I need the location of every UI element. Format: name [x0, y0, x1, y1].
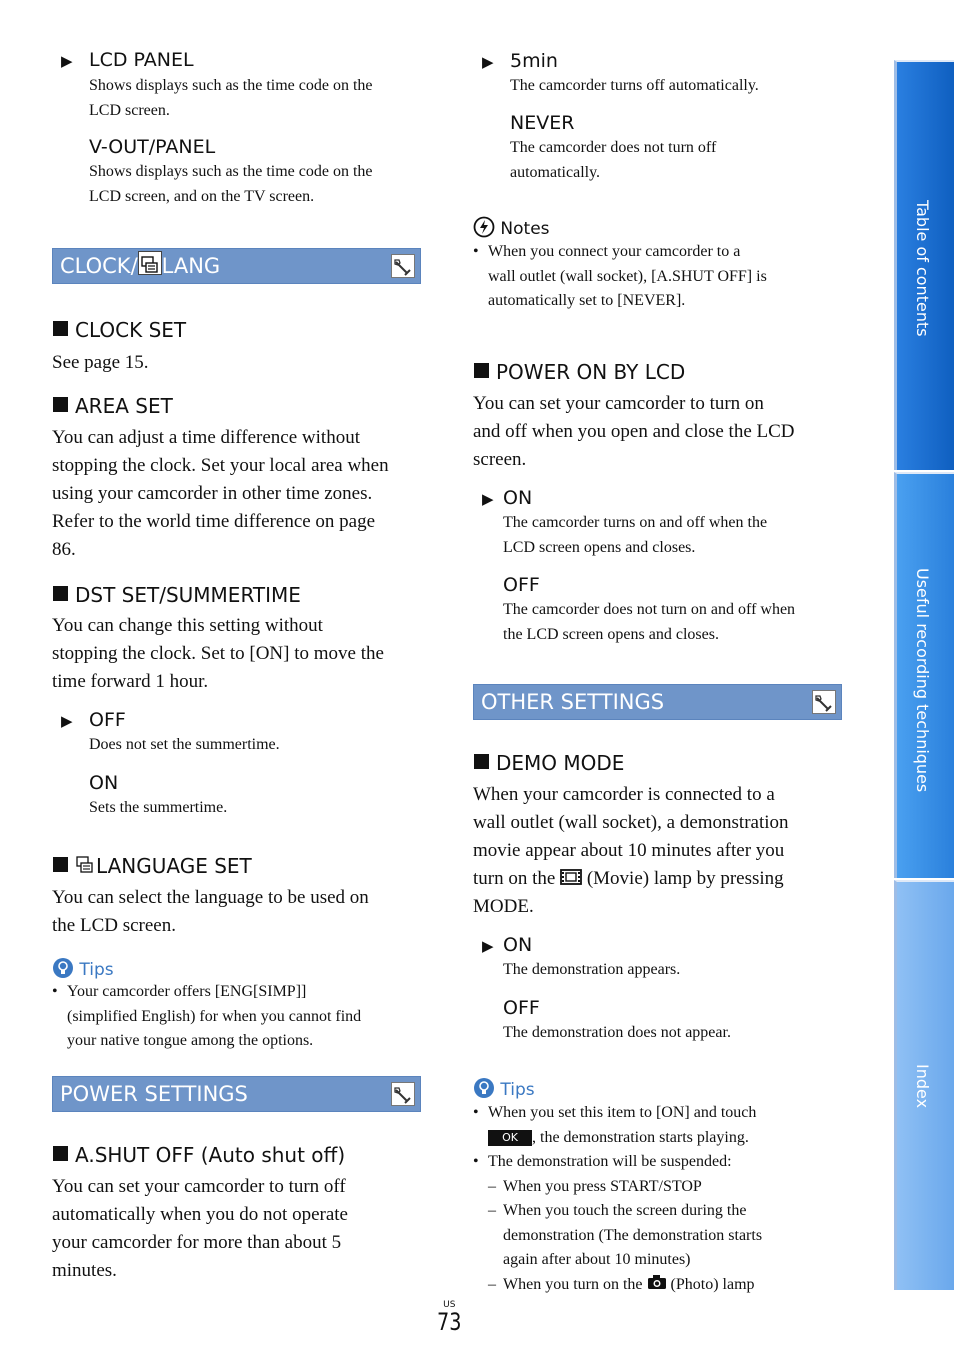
tips-label: Tips	[79, 960, 114, 980]
heading-text: DST SET/SUMMERTIME	[75, 583, 301, 607]
desc-line: The camcorder turns on and off when the	[503, 514, 768, 531]
area-set-text	[52, 424, 389, 564]
text-line: movie appear about 10 minutes after you	[473, 840, 785, 861]
text-line: When you set this item to [ON] and touch	[488, 1104, 757, 1121]
section-bar-other-settings	[473, 684, 842, 720]
text-fragment: When you turn on the	[503, 1275, 643, 1293]
bullet: •	[473, 243, 479, 260]
text-line: When you touch the screen during the	[503, 1202, 747, 1219]
desc-line: LCD screen.	[89, 101, 170, 119]
option-5min: 5min	[510, 50, 558, 72]
option-vout-panel: V-OUT/PANEL	[89, 136, 216, 158]
selected-arrow-icon: ▶	[61, 714, 73, 730]
option-desc: The demonstration does not appear.	[503, 1024, 731, 1041]
notes-icon	[473, 216, 495, 238]
text-line: MODE.	[473, 896, 534, 917]
desc-line: LCD screen opens and closes.	[503, 538, 696, 556]
desc-line: LCD screen, and on the TV screen.	[89, 187, 315, 205]
text-line: time forward 1 hour.	[52, 671, 209, 692]
tab-label: Table of contents	[913, 200, 932, 337]
tab-table-of-contents[interactable]	[894, 60, 954, 470]
desc-line: Shows displays such as the time code on the	[89, 77, 373, 94]
text-fragment: turn on the	[473, 868, 556, 889]
square-bullet-icon	[53, 857, 68, 872]
section-bar-clock-lang	[52, 248, 421, 284]
option-desc	[510, 136, 716, 185]
heading-text: POWER ON BY LCD	[496, 360, 686, 384]
demo-mode-text	[473, 781, 789, 921]
square-bullet-icon	[474, 754, 489, 769]
option-desc: Sets the summertime.	[89, 799, 228, 816]
heading-demo-mode	[474, 750, 624, 776]
language-set-text	[52, 884, 369, 940]
sub-item: demonstration (The demonstration starts	[503, 1226, 763, 1244]
option-desc	[503, 511, 767, 560]
text-line: You can change this setting without	[52, 615, 323, 636]
heading-text: DEMO MODE	[496, 751, 625, 775]
text-line: stopping the clock. Set to [ON] to move the	[52, 643, 384, 664]
desc-line: automatically.	[510, 163, 601, 181]
dash: –	[488, 1275, 496, 1293]
square-bullet-icon	[53, 1146, 68, 1161]
text-line: screen.	[473, 449, 527, 470]
heading-dst-set	[53, 582, 301, 608]
a-shut-off-text	[52, 1173, 348, 1285]
page-number	[434, 1300, 465, 1334]
option-dst-off: OFF	[89, 709, 126, 731]
text-line: Your camcorder offers [ENG[SIMP]]	[67, 983, 307, 1000]
heading-language-set	[53, 853, 252, 879]
desc-line: the LCD screen opens and closes.	[503, 625, 719, 643]
lightbulb-icon	[52, 957, 74, 979]
text-line: When you connect your camcorder to a	[488, 243, 741, 260]
selected-arrow-icon: ▶	[61, 54, 73, 70]
bar-label: OTHER SETTINGS	[481, 690, 665, 714]
section-bar-power-settings	[52, 1076, 421, 1112]
language-icon	[138, 251, 162, 275]
option-desc	[89, 160, 373, 209]
text-line: The demonstration will be suspended:	[488, 1153, 732, 1170]
tab-useful-recording-techniques[interactable]	[894, 472, 954, 878]
sub-item	[473, 1273, 853, 1298]
text-line: 86.	[52, 539, 76, 560]
option-demo-off: OFF	[503, 997, 540, 1019]
list-item: wall outlet (wall socket), [A.SHUT OFF] is	[488, 267, 767, 285]
page-number-value: 73	[437, 1308, 462, 1336]
list-item	[473, 1126, 853, 1151]
notes-header	[473, 216, 550, 240]
selected-arrow-icon: ▶	[482, 55, 494, 71]
sub-item	[473, 1175, 853, 1200]
text-fragment: (Photo) lamp	[670, 1275, 755, 1293]
tips-label: Tips	[500, 1080, 535, 1100]
heading-a-shut-off	[53, 1142, 345, 1168]
option-demo-on: ON	[503, 934, 533, 956]
text-line: using your camcorder in other time zones.	[52, 483, 373, 504]
bullet: •	[473, 1104, 479, 1121]
text-line: You can set your camcorder to turn on	[473, 393, 764, 414]
notes-list	[473, 240, 767, 314]
camera-icon	[647, 1274, 667, 1290]
option-desc	[89, 74, 373, 123]
language-icon	[75, 855, 95, 875]
list-item: your native tongue among the options.	[67, 1032, 314, 1049]
text-line: stopping the clock. Set your local area when	[52, 455, 389, 476]
text-fragment: , the demonstration starts playing.	[532, 1128, 749, 1146]
bar-label: CLOCK/	[60, 254, 138, 278]
tab-label: Useful recording techniques	[913, 568, 932, 793]
option-lcd-panel: LCD PANEL	[89, 49, 194, 71]
text-line: When your camcorder is connected to a	[473, 784, 775, 805]
heading-text: CLOCK SET	[75, 318, 187, 342]
option-desc: The camcorder turns off automatically.	[510, 77, 759, 94]
tips-header	[52, 957, 114, 981]
wrench-icon	[391, 254, 415, 278]
list-item: automatically set to [NEVER].	[488, 292, 686, 309]
list-item	[473, 1150, 853, 1175]
square-bullet-icon	[53, 321, 68, 336]
text-line: When you press START/STOP	[503, 1177, 702, 1195]
option-desc: Does not set the summertime.	[89, 736, 280, 753]
heading-clock-set	[53, 317, 186, 343]
desc-line: The camcorder does not turn off	[510, 139, 717, 156]
text-line: and off when you open and close the LCD	[473, 421, 795, 442]
bar-label: POWER SETTINGS	[60, 1082, 248, 1106]
text-line	[473, 865, 789, 893]
heading-area-set	[53, 393, 173, 419]
option-lcd-off: OFF	[503, 574, 540, 596]
text-line: You can adjust a time difference without	[52, 427, 360, 448]
ok-button-icon: OK	[488, 1130, 532, 1146]
wrench-icon	[391, 1082, 415, 1106]
sub-item: again after about 10 minutes)	[503, 1251, 691, 1268]
option-desc	[503, 598, 795, 647]
tips-header	[473, 1077, 535, 1101]
dst-set-text	[52, 612, 384, 696]
wrench-icon	[812, 690, 836, 714]
tab-label: Index	[913, 1064, 932, 1109]
heading-power-on-by-lcd	[474, 359, 685, 385]
list-item	[473, 240, 767, 265]
text-line: wall outlet (wall socket), a demonstration	[473, 812, 789, 833]
bullet: •	[473, 1153, 479, 1170]
text-line: automatically when you do not operate	[52, 1204, 348, 1225]
text-line: your camcorder for more than about 5	[52, 1232, 342, 1253]
page-region: US	[443, 1300, 456, 1310]
text-line: You can select the language to be used on	[52, 887, 369, 908]
square-bullet-icon	[474, 363, 489, 378]
tab-index[interactable]	[894, 880, 954, 1290]
heading-text: LANGUAGE SET	[96, 854, 252, 878]
selected-arrow-icon: ▶	[482, 939, 494, 955]
movie-icon	[560, 867, 582, 885]
selected-arrow-icon: ▶	[482, 492, 494, 508]
option-never: NEVER	[510, 112, 575, 134]
power-on-lcd-text	[473, 390, 795, 474]
tips-list	[473, 1101, 853, 1297]
sub-item	[473, 1199, 853, 1224]
text-line: minutes.	[52, 1260, 117, 1281]
desc-line: Shows displays such as the time code on the	[89, 163, 373, 180]
list-item	[52, 980, 361, 1005]
square-bullet-icon	[53, 586, 68, 601]
text-line: the LCD screen.	[52, 915, 176, 936]
option-desc: The demonstration appears.	[503, 961, 681, 978]
desc-line: The camcorder does not turn on and off when	[503, 601, 796, 618]
heading-text: A.SHUT OFF (Auto shut off)	[75, 1143, 346, 1167]
list-item: (simplified English) for when you cannot find	[67, 1007, 362, 1025]
square-bullet-icon	[53, 397, 68, 412]
tips-list	[52, 980, 361, 1054]
clock-set-text: See page 15.	[52, 352, 149, 373]
option-dst-on: ON	[89, 772, 119, 794]
bar-label: LANG	[161, 254, 221, 278]
notes-label: Notes	[500, 219, 550, 239]
list-item	[473, 1101, 853, 1126]
text-line: Refer to the world time difference on page	[52, 511, 376, 532]
heading-text: AREA SET	[75, 394, 173, 418]
lightbulb-icon	[473, 1077, 495, 1099]
option-lcd-on: ON	[503, 487, 533, 509]
bullet: •	[52, 983, 58, 1000]
text-fragment: (Movie) lamp by pressing	[586, 868, 784, 889]
dash: –	[488, 1202, 496, 1219]
dash: –	[488, 1177, 496, 1195]
text-line: You can set your camcorder to turn off	[52, 1176, 346, 1197]
